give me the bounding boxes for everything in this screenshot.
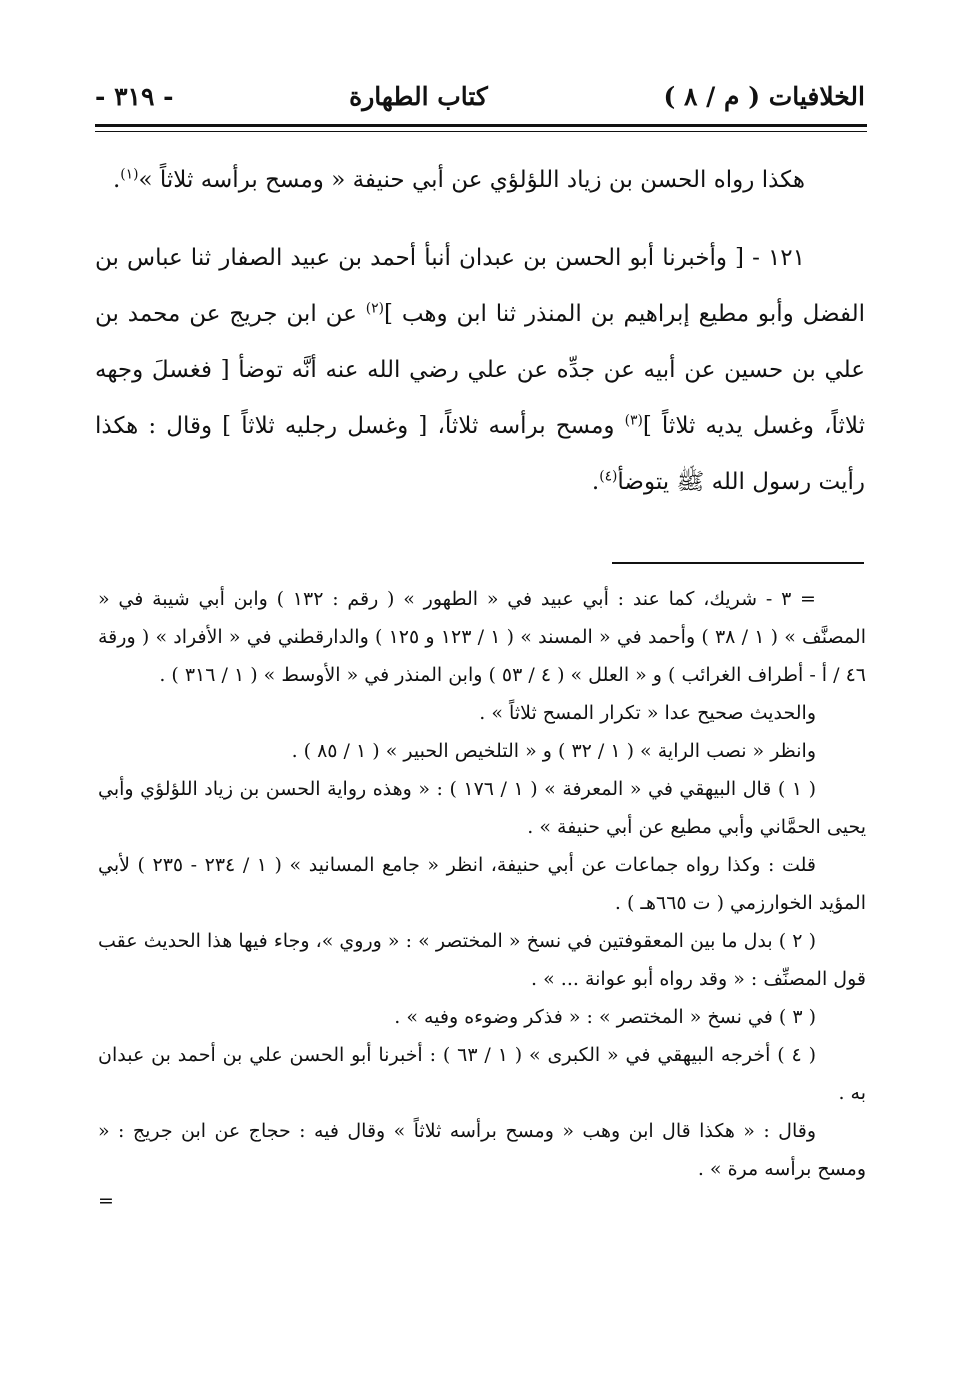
footnote-ref-2: (٢) bbox=[365, 300, 384, 317]
footnote-3: ( ٣ ) في نسخ « المختصر » : « فذكر وضوءه وفيه » . bbox=[394, 1006, 816, 1028]
chapter-title: كتاب الطهارة bbox=[349, 81, 488, 111]
footnote-ref-3: (٣) bbox=[624, 412, 643, 429]
footnote-1: ( ١ ) قال البيهقي في « المعرفة » ( ١ / ١٧٦ ) : « وهذه رواية الحسن بن زياد اللؤلؤي وأبي يحيى الحمَّاني وأبي مطيع عن أبي حنيفة » . bbox=[98, 778, 866, 838]
paragraph-1-end: . bbox=[112, 167, 121, 193]
hadith-text-2: ومسح برأسه ثلاثاً، [ وغسل رجليه ثلاثاً ] وقال : هكذا رأيت رسول الله ﷺ يتوضأ bbox=[95, 413, 865, 495]
footnote-ref-1: (١) bbox=[120, 166, 139, 183]
header-rule-thick bbox=[95, 124, 867, 127]
paragraph-1-text: هكذا رواه الحسن بن زياد اللؤلؤي عن أبي حنيفة « ومسح برأسه ثلاثاً » bbox=[138, 167, 805, 193]
footnote-4: ( ٤ ) أخرجه البيهقي في « الكبرى » ( ١ / ٦٣ ) : أخبرنا أبو الحسن علي بن أحمد بن عبدان به . bbox=[98, 1044, 866, 1104]
footnote-separator bbox=[612, 562, 864, 564]
footnotes bbox=[98, 580, 866, 1220]
footnote-see-also: وانظر « نصب الراية » ( ١ / ٣٢ ) و « التلخيص الحبير » ( ١ / ٨٥ ) . bbox=[291, 740, 816, 762]
main-text bbox=[95, 152, 865, 510]
footnote-4-comment: وقال : « هكذا قال ابن وهب « ومسح برأسه ثلاثاً » وقال فيه : حجاج عن ابن جريج : « ومسح برأسه مرة » . bbox=[98, 1120, 866, 1180]
footnote-continued: = ٣ - شريك، كما عند : أبي عبيد في « الطهور » ( رقم : ١٣٢ ) وابن أبي شيبة في « المصنَّف » ( ١ / ٣٨ ) وأحمد في « المسند » ( ١ / ١٢٣ و ١٢٥ ) والدارقطني في « الأفراد » ( ورقة ٤٦ / أ - أطراف الغرائب ) و « العلل » ( ٤ / ٥٣ ) وابن المنذر في « الأوسط » ( ١ / ٣١٦ ) . bbox=[98, 588, 866, 686]
header-rule-thin bbox=[95, 131, 867, 132]
hadith-number: ١٢١ - [ bbox=[735, 245, 805, 271]
book-title: الخلافيات ( م / ٨ ) bbox=[663, 81, 865, 111]
footnote-2: ( ٢ ) بدل ما بين المعقوفتين في نسخ « المختصر » : « وروي »، وجاء فيها هذا الحديث عقب قول المصنِّف : « وقد رواه أبو عوانة ... » . bbox=[98, 930, 866, 990]
hadith-end: . bbox=[591, 469, 600, 495]
footnote-1-comment: قلت : وكذا رواه جماعات عن أبي حنيفة، انظر « جامع المسانيد » ( ١ / ٢٣٤ - ٢٣٥ ) لأبي المؤيد الخوارزمي ( ت ٦٦٥هـ ) . bbox=[98, 854, 866, 914]
hadith-121 bbox=[95, 230, 865, 510]
footnote-hadith-grade: والحديث صحيح عدا « تكرار المسح ثلاثاً » . bbox=[479, 702, 816, 724]
paragraph-1 bbox=[95, 152, 865, 208]
continuation-mark: = bbox=[98, 1190, 114, 1212]
page-number: - ٣١٩ - bbox=[95, 81, 174, 111]
running-header bbox=[95, 70, 865, 122]
footnote-ref-4: (٤) bbox=[599, 468, 618, 485]
hadith-text-1: عن ابن جريج عن محمد بن علي بن حسين عن أبيه عن جدِّه عن علي رضي الله عنه أنَّه توضأ [ فغسلَ وجهه ثلاثاً، وغسل يديه ثلاثاً ] bbox=[95, 301, 865, 439]
hadith-isnad: وأخبرنا أبو الحسن بن عبدان أنبأ أحمد بن عبيد الصفار ثنا عباس بن الفضل وأبو مطيع إبراهيم بن المنذر ثنا ابن وهب ] bbox=[95, 245, 866, 327]
